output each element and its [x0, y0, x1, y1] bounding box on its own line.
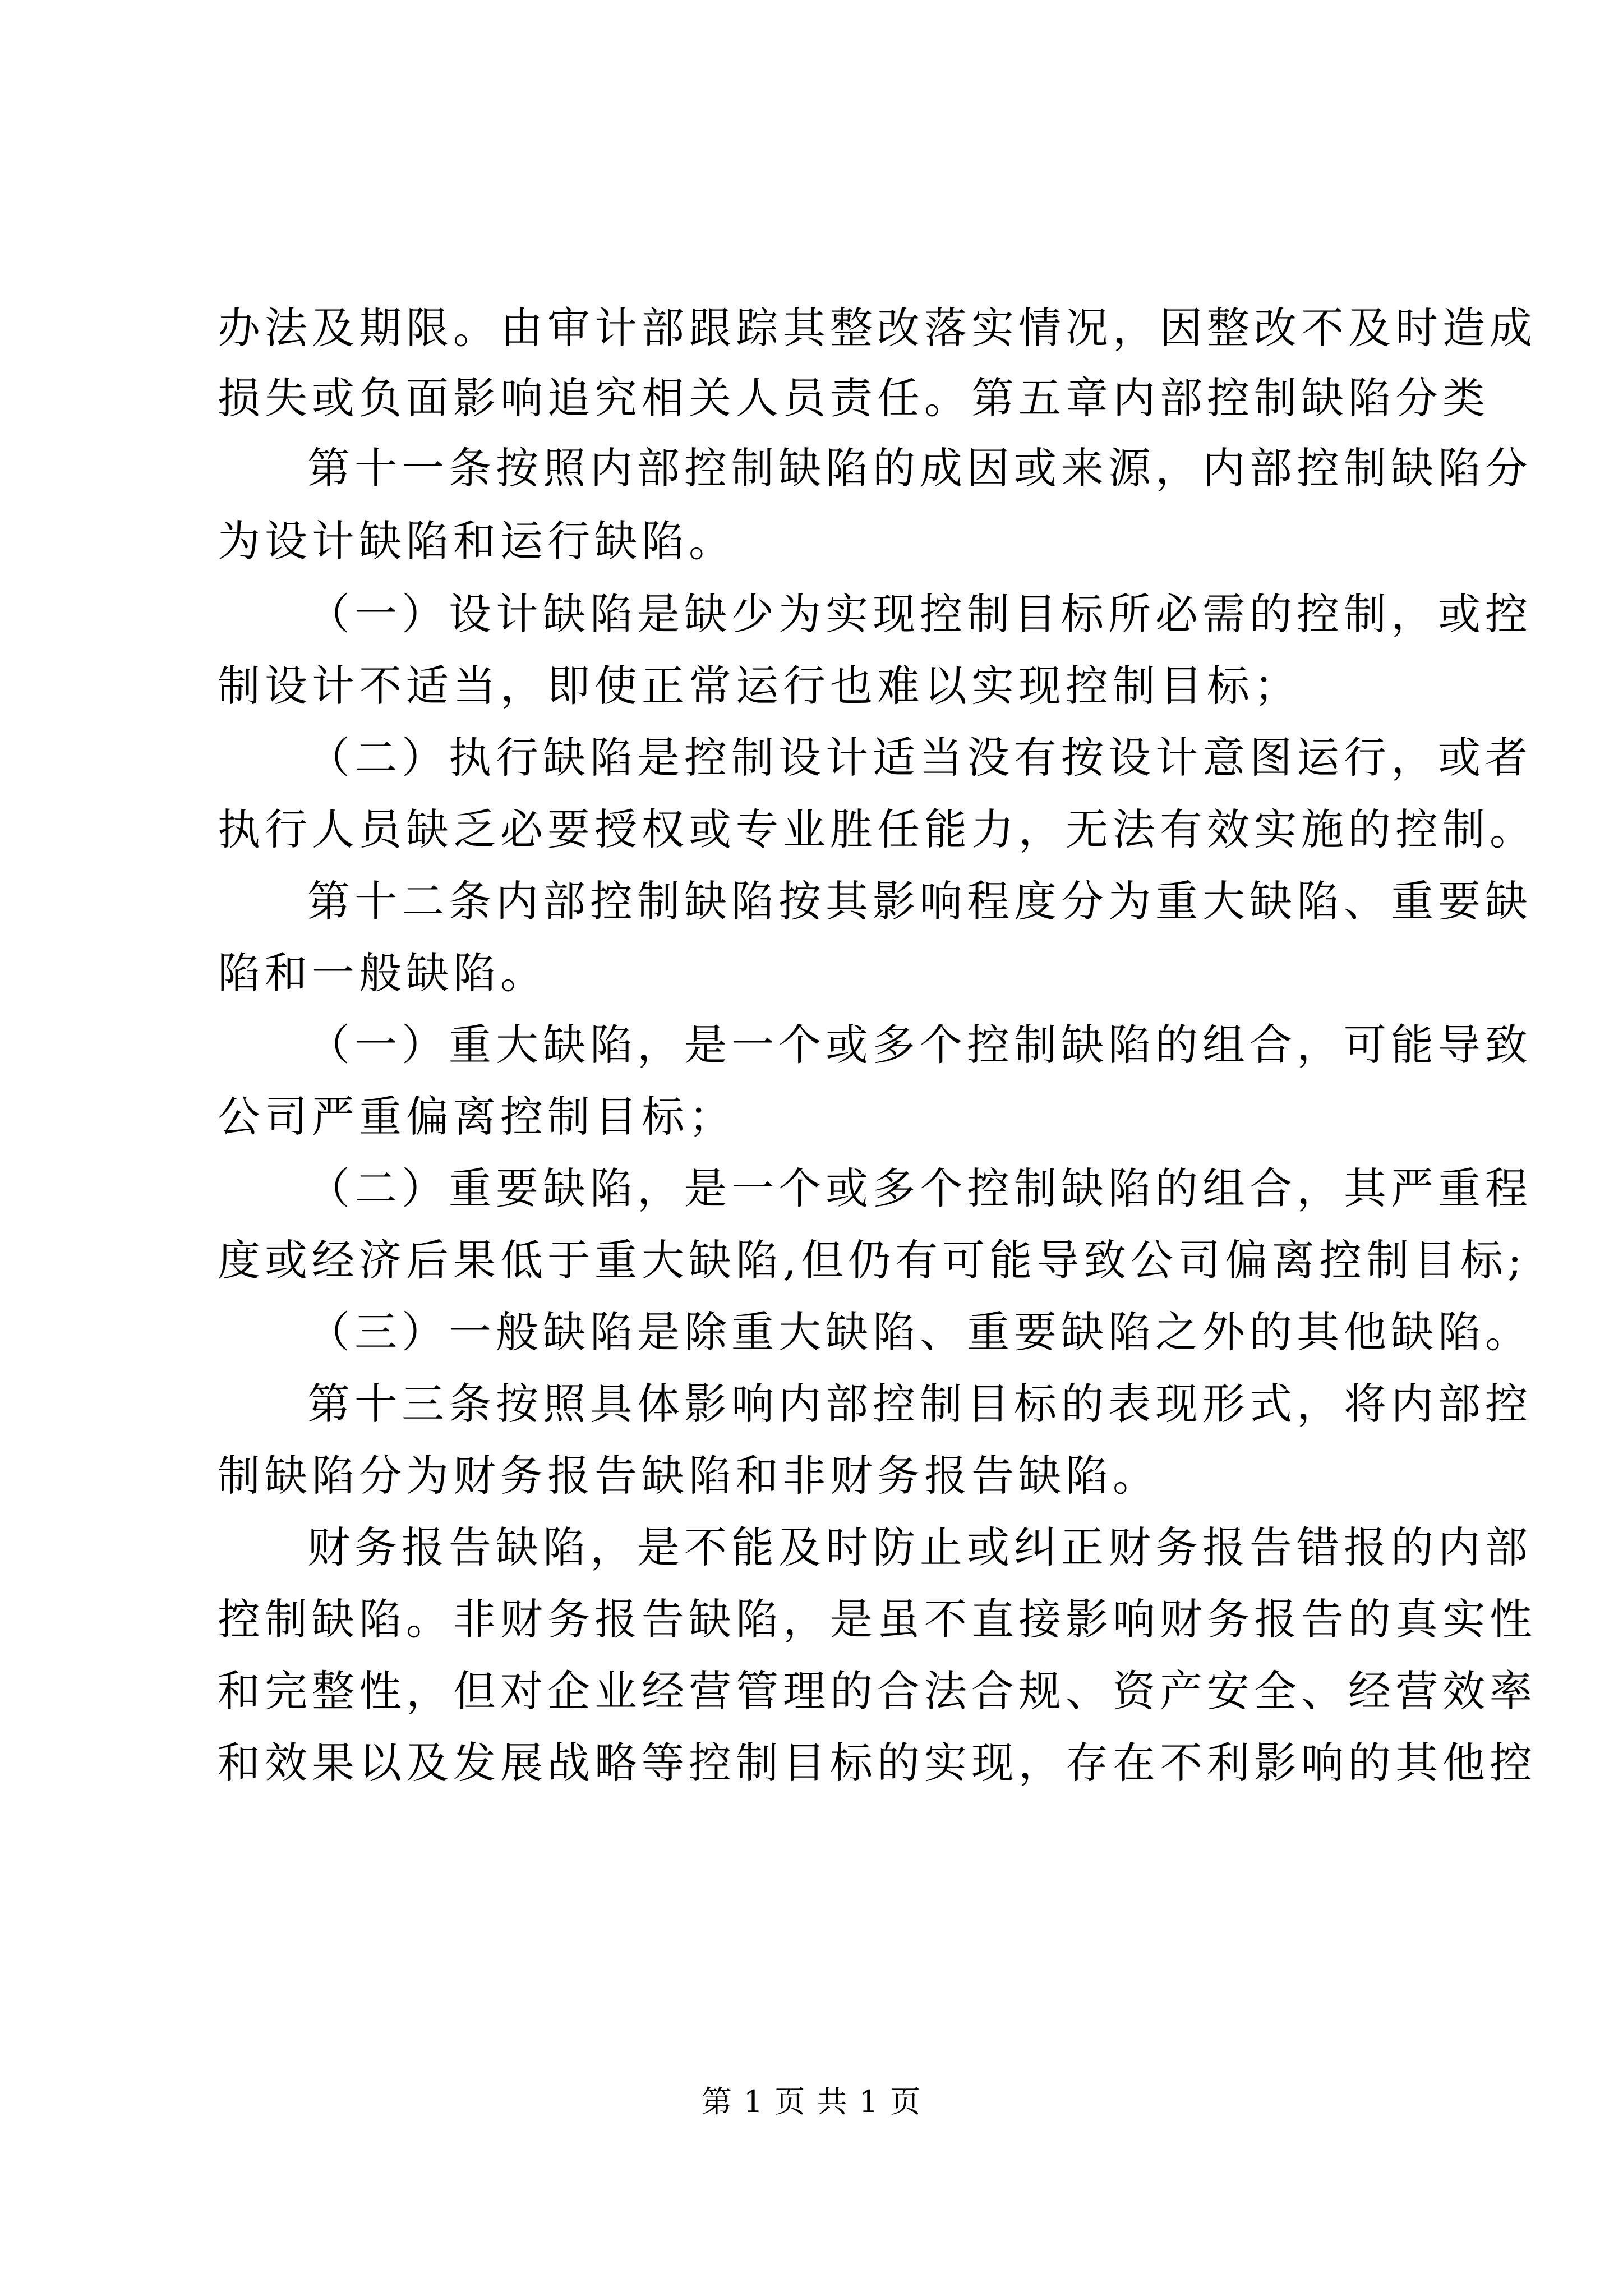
- text-line: （二）执行缺陷是控制设计适当没有按设计意图运行，或者: [307, 733, 1532, 783]
- text-line: （三）一般缺陷是除重大缺陷、重要缺陷之外的其他缺陷。: [307, 1307, 1532, 1357]
- text-line: 财务报告缺陷，是不能及时防止或纠正财务报告错报的内部: [307, 1522, 1532, 1572]
- text-line: 度或经济后果低于重大缺陷,但仍有可能导致公司偏离控制目标;: [218, 1235, 1527, 1285]
- text-line: 第十一条按照内部控制缺陷的成因或来源，内部控制缺陷分: [307, 443, 1532, 493]
- text-line: 为设计缺陷和运行缺陷。: [218, 516, 736, 566]
- text-line: （一）设计缺陷是缺少为实现控制目标所必需的控制，或控: [307, 589, 1532, 639]
- text-line: 公司严重偏离控制目标；: [218, 1092, 736, 1142]
- text-line: 第十二条内部控制缺陷按其影响程度分为重大缺陷、重要缺: [307, 876, 1532, 926]
- text-line: （一）重大缺陷，是一个或多个控制缺陷的组合，可能导致: [307, 1020, 1532, 1070]
- text-line: 办法及期限。由审计部跟踪其整改落实情况，因整改不及时造成: [218, 303, 1537, 353]
- text-line: 第十三条按照具体影响内部控制目标的表现形式，将内部控: [307, 1379, 1532, 1429]
- text-line: 控制缺陷。非财务报告缺陷，是虽不直接影响财务报告的真实性: [218, 1594, 1537, 1644]
- text-line: 和效果以及发展战略等控制目标的实现，存在不利影响的其他控: [218, 1738, 1537, 1788]
- text-line: 制缺陷分为财务报告缺陷和非财务报告缺陷。: [218, 1451, 1160, 1501]
- text-line: 陷和一般缺陷。: [218, 948, 547, 998]
- page-footer: 第 1 页 共 1 页: [701, 2084, 922, 2119]
- text-line: 损失或负面影响追究相关人员责任。第五章内部控制缺陷分类: [218, 373, 1490, 423]
- text-line: 和完整性，但对企业经营管理的合法合规、资产安全、经营效率: [218, 1666, 1537, 1716]
- text-line: （二）重要缺陷，是一个或多个控制缺陷的组合，其严重程: [307, 1163, 1532, 1213]
- text-line: 制设计不适当，即使正常运行也难以实现控制目标；: [218, 661, 1301, 711]
- text-line: 执行人员缺乏必要授权或专业胜任能力，无法有效实施的控制。: [218, 804, 1537, 854]
